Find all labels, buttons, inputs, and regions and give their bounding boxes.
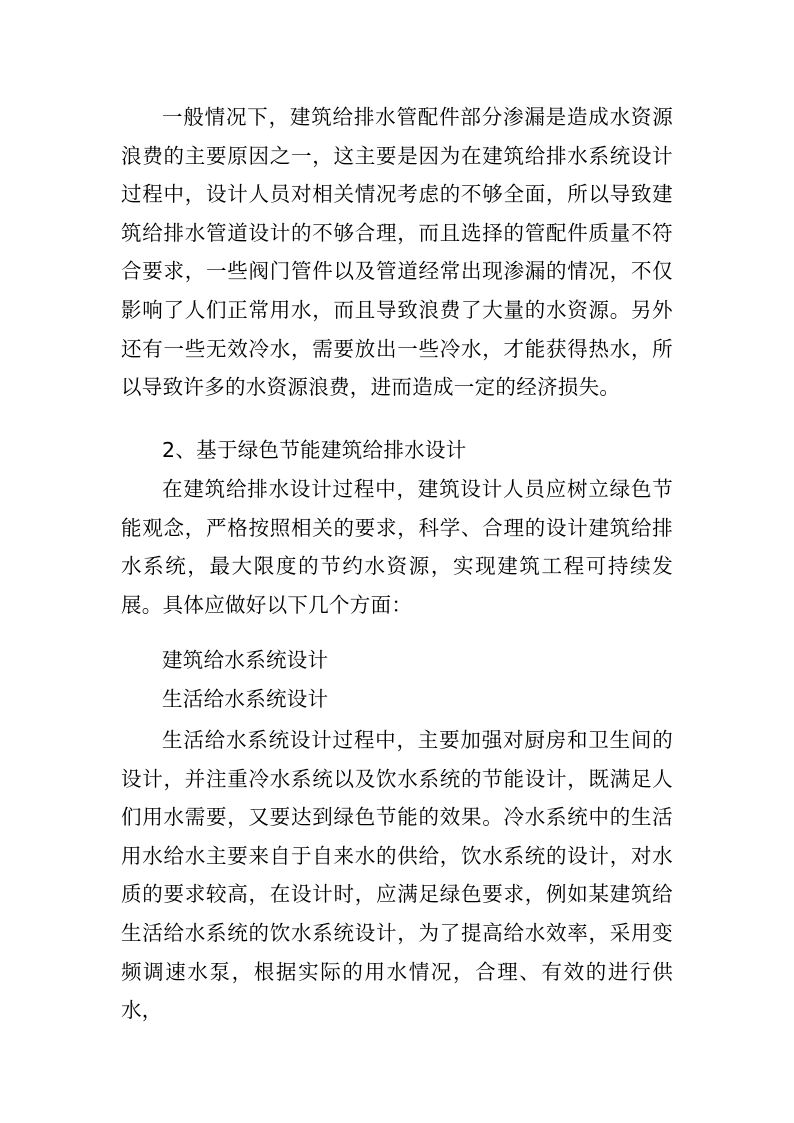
section-heading-green-design: 2、基于绿色节能建筑给排水设计 (162, 438, 467, 462)
paragraph-water-leakage: 一般情况下，建筑给排水管配件部分渗漏是造成水资源浪费的主要原因之一，这主要是因为在建筑给排水系统设计过程中，设计人员对相关情况考虑的不够全面，所以导致建筑给排水管道设计的不够合理，而且选择的管配件质量不符合要求，一些阀门管件以及管道经常出现渗漏的情况，不仅影响了人们正常用水，而且导致浪费了大量的水资源。另外还有一些无效冷水，需要放出一些冷水，才能获得热水，所以导致许多的水资源浪费，进而造成一定的经济损失。 (121, 105, 673, 400)
subheading-water-supply-system: 建筑给水系统设计 (162, 648, 329, 672)
subheading-domestic-water-supply: 生活给水系统设计 (162, 687, 329, 711)
paragraph-design-process: 在建筑给排水设计过程中，建筑设计人员应树立绿色节能观念，严格按照相关的要求，科学、合理的设计建筑给排水系统，最大限度的节约水资源，实现建筑工程可持续发展。具体应做好以下几个方面： (121, 477, 673, 617)
paragraph-domestic-water-design: 生活给水系统设计过程中，主要加强对厨房和卫生间的设计，并注重冷水系统以及饮水系统的节能设计，既满足人们用水需要，又要达到绿色节能的效果。冷水系统中的生活用水给水主要来自于自来水的供给，饮水系统的设计，对水质的要求较高，在设计时，应满足绿色要求，例如某建筑给生活给水系统的饮水系统设计，为了提高给水效率，采用变频调速水泵，根据实际的用水情况，合理、有效的进行供水， (121, 728, 673, 1023)
